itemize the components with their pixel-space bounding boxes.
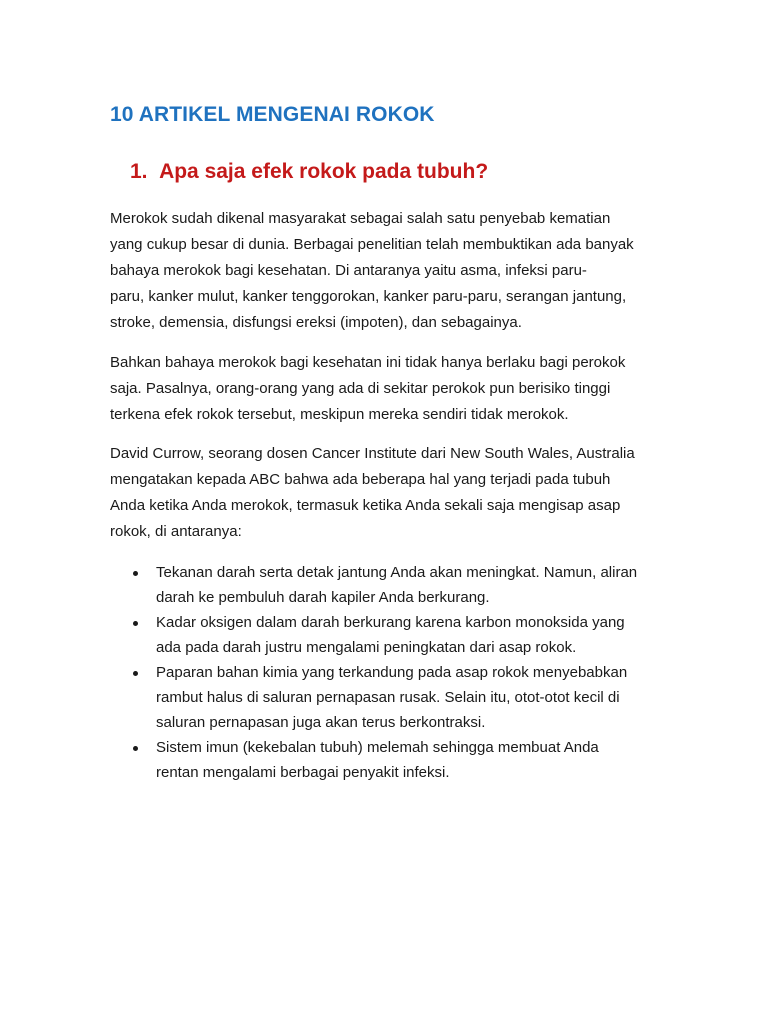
bullet-line: Sistem imun (kekebalan tubuh) melemah sehingga membuat Anda: [156, 739, 599, 756]
bullet-item: [110, 560, 690, 610]
section-heading-text: Apa saja efek rokok pada tubuh?: [159, 160, 489, 183]
bullet-dot-icon: [133, 571, 138, 576]
bullet-line: Kadar oksigen dalam darah berkurang karena karbon monoksida yang: [156, 614, 625, 631]
paragraph-line: Anda ketika Anda merokok, termasuk ketika Anda sekali saja mengisap asap: [110, 497, 621, 514]
bullet-item: [110, 610, 690, 660]
paragraph-line: paru, kanker mulut, kanker tenggorokan, kanker paru-paru, serangan jantung,: [110, 288, 627, 305]
bullet-item: [110, 735, 690, 785]
bullet-item: [110, 660, 690, 735]
paragraph-line: Bahkan bahaya merokok bagi kesehatan ini tidak hanya berlaku bagi perokok: [110, 354, 626, 371]
paragraph-line: yang cukup besar di dunia. Berbagai penelitian telah membuktikan ada banyak: [110, 236, 634, 253]
section-number: 1.: [130, 160, 148, 183]
section-heading: [130, 158, 488, 186]
paragraph-line: Merokok sudah dikenal masyarakat sebagai salah satu penyebab kematian: [110, 210, 611, 227]
bullet-line: darah ke pembuluh darah kapiler Anda berkurang.: [156, 589, 490, 606]
paragraph-line: stroke, demensia, disfungsi ereksi (impoten), dan sebagainya.: [110, 314, 522, 331]
paragraph-line: David Currow, seorang dosen Cancer Institute dari New South Wales, Australia: [110, 445, 635, 462]
bullet-line: ada pada darah justru mengalami peningkatan dari asap rokok.: [156, 639, 577, 656]
paragraph-line: rokok, di antaranya:: [110, 523, 242, 540]
paragraph-3: [110, 441, 670, 545]
bullet-list: [110, 560, 690, 785]
paragraph-1: [110, 206, 670, 336]
paragraph-line: saja. Pasalnya, orang-orang yang ada di sekitar perokok pun berisiko tinggi: [110, 380, 611, 397]
bullet-line: saluran pernapasan juga akan terus berkontraksi.: [156, 714, 486, 731]
bullet-dot-icon: [133, 746, 138, 751]
document-title: 10 ARTIKEL MENGENAI ROKOK: [110, 103, 435, 126]
paragraph-line: bahaya merokok bagi kesehatan. Di antaranya yaitu asma, infeksi paru-: [110, 262, 587, 279]
paragraph-line: terkena efek rokok tersebut, meskipun mereka sendiri tidak merokok.: [110, 406, 569, 423]
bullet-line: Paparan bahan kimia yang terkandung pada asap rokok menyebabkan: [156, 664, 628, 681]
paragraph-line: mengatakan kepada ABC bahwa ada beberapa hal yang terjadi pada tubuh: [110, 471, 611, 488]
bullet-line: rentan mengalami berbagai penyakit infeksi.: [156, 764, 450, 781]
bullet-dot-icon: [133, 621, 138, 626]
paragraph-2: [110, 350, 670, 428]
bullet-line: Tekanan darah serta detak jantung Anda akan meningkat. Namun, aliran: [156, 564, 638, 581]
bullet-dot-icon: [133, 671, 138, 676]
bullet-line: rambut halus di saluran pernapasan rusak. Selain itu, otot-otot kecil di: [156, 689, 620, 706]
